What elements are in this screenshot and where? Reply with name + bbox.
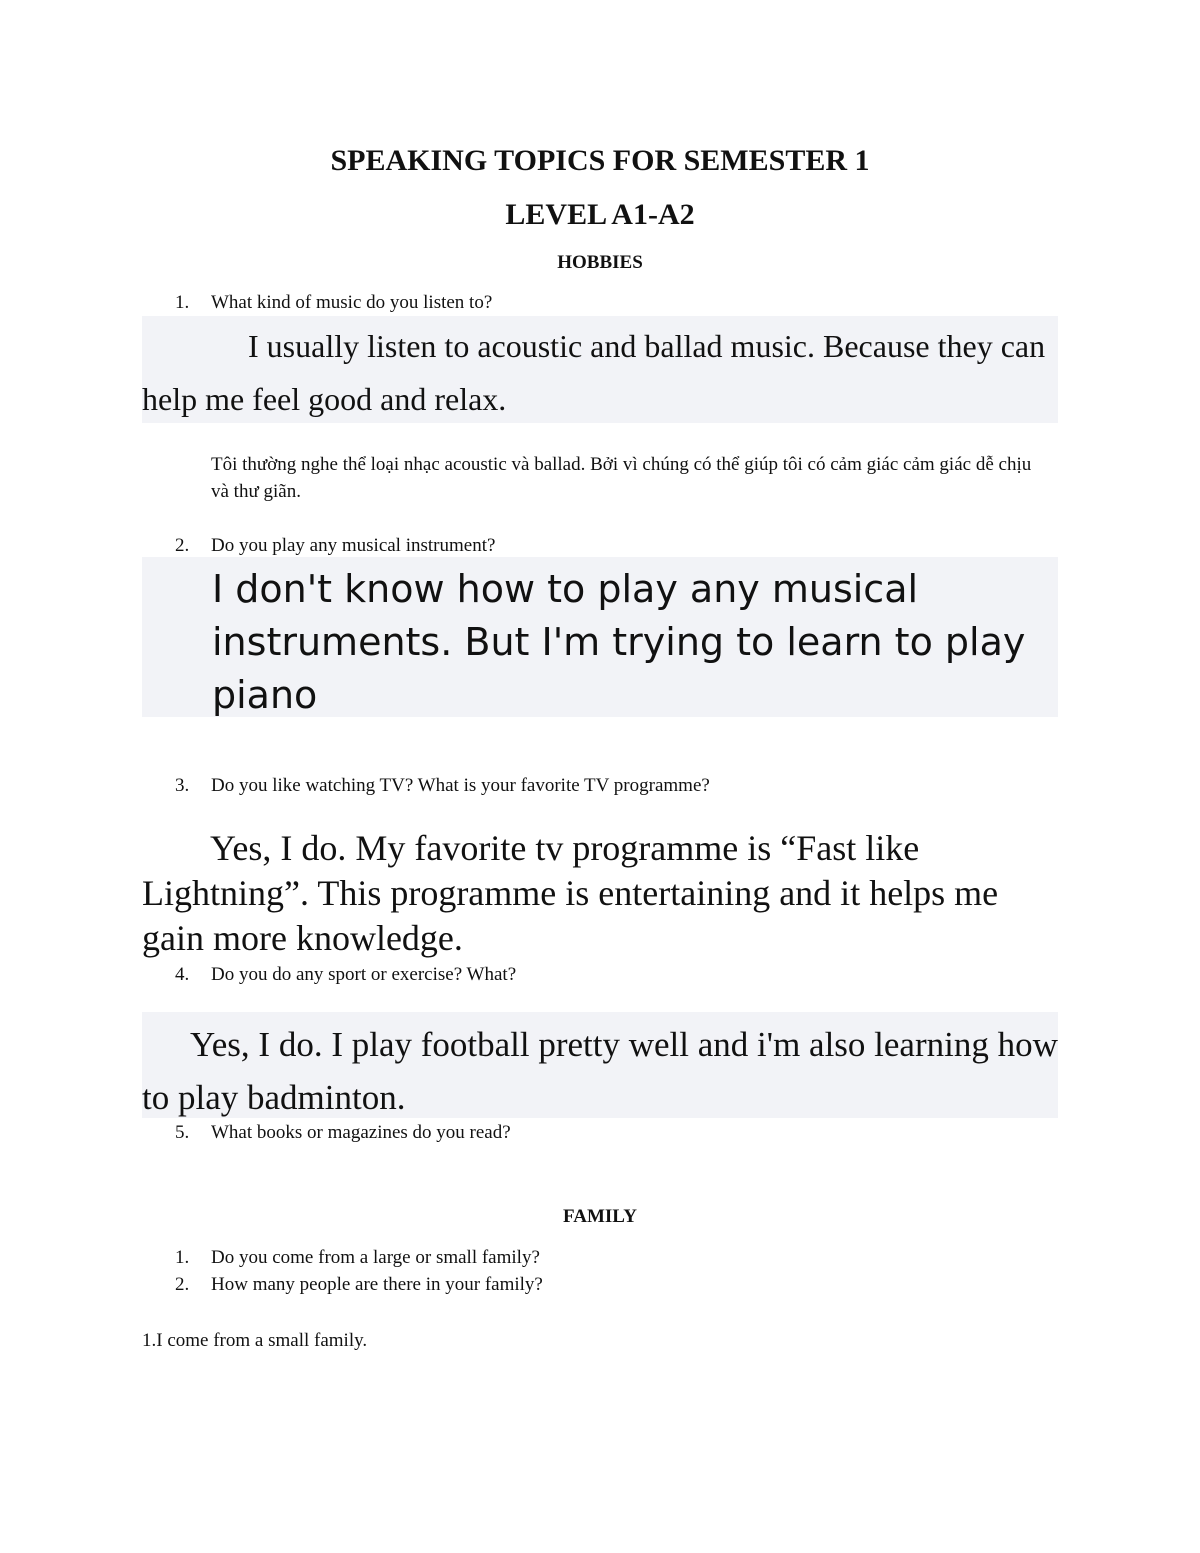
family-question-2 bbox=[175, 1273, 543, 1297]
answer-4-text: Yes, I do. I play football pretty well and i'm also learning how to play badminton. bbox=[142, 1025, 1058, 1117]
question-number: 2. bbox=[175, 535, 190, 556]
question-number: 2. bbox=[175, 1274, 190, 1295]
question-number: 1. bbox=[175, 292, 190, 313]
question-text: What books or magazines do you read? bbox=[211, 1122, 511, 1143]
family-answer-1: 1.I come from a small family. bbox=[142, 1330, 368, 1351]
answer-1-vietnamese: Tôi thường nghe thể loại nhạc acoustic và ballad. Bởi vì chúng có thể giúp tôi có cảm giác cảm giác dễ chịu và thư giãn. bbox=[211, 454, 1032, 502]
question-number: 5. bbox=[175, 1122, 190, 1143]
question-text: Do you do any sport or exercise? What? bbox=[211, 964, 517, 985]
question-1 bbox=[175, 291, 492, 315]
question-text: Do you like watching TV? What is your favorite TV programme? bbox=[211, 775, 710, 796]
question-5 bbox=[175, 1121, 511, 1145]
question-text: How many people are there in your family? bbox=[211, 1274, 543, 1295]
question-number: 3. bbox=[175, 775, 190, 796]
question-2 bbox=[175, 534, 495, 558]
question-number: 4. bbox=[175, 964, 190, 985]
answer-1-text: I usually listen to acoustic and ballad music. Because they can help me feel good and relax. bbox=[142, 328, 1046, 417]
answer-2-text: I don't know how to play any musical instruments. But I'm trying to learn to play piano bbox=[212, 567, 1026, 717]
question-text: What kind of music do you listen to? bbox=[211, 292, 493, 313]
answer-4-box bbox=[142, 1012, 1058, 1118]
question-text: Do you come from a large or small family? bbox=[211, 1247, 540, 1268]
section-heading-hobbies: HOBBIES bbox=[557, 252, 643, 273]
section-heading-family: FAMILY bbox=[563, 1206, 637, 1227]
document-level: LEVEL A1-A2 bbox=[505, 198, 695, 231]
document-title: SPEAKING TOPICS FOR SEMESTER 1 bbox=[330, 144, 870, 177]
answer-1-box bbox=[142, 316, 1058, 423]
answer-2-box bbox=[142, 557, 1058, 717]
answer-3-block bbox=[142, 826, 1042, 961]
question-text: Do you play any musical instrument? bbox=[211, 535, 496, 556]
answer-3-text: Yes, I do. My favorite tv programme is “Fast like Lightning”. This programme is entertaining and it helps me gain more knowledge. bbox=[142, 828, 999, 958]
question-4 bbox=[175, 963, 516, 987]
question-3 bbox=[175, 774, 710, 798]
family-question-1 bbox=[175, 1246, 540, 1270]
question-number: 1. bbox=[175, 1247, 190, 1268]
